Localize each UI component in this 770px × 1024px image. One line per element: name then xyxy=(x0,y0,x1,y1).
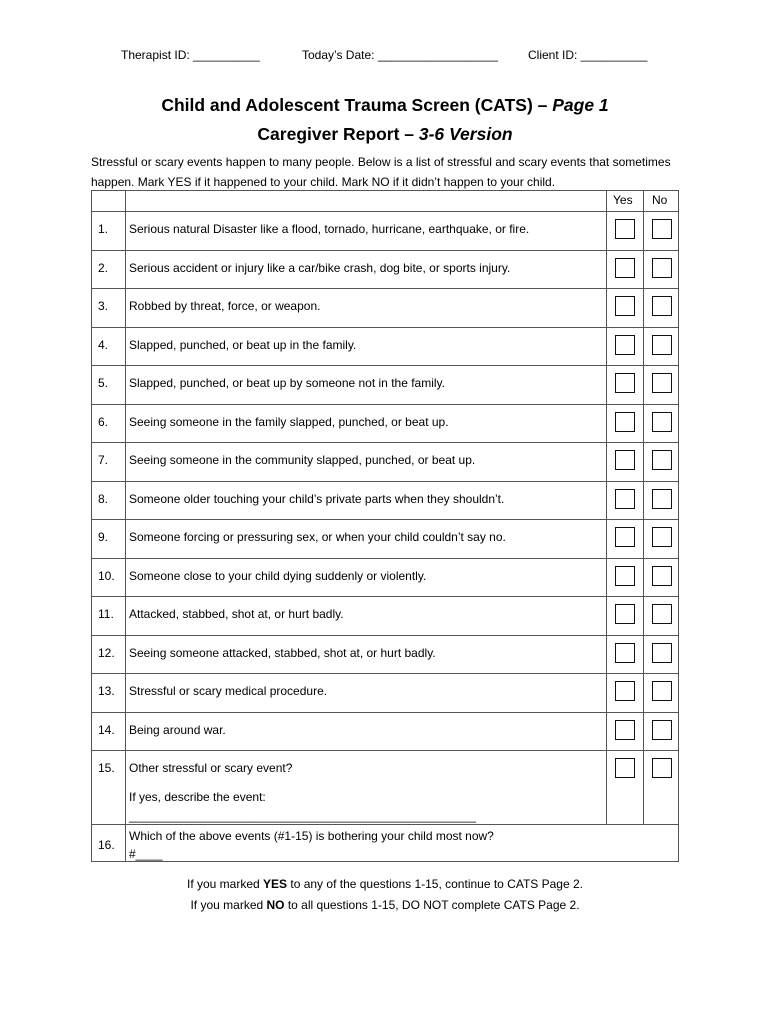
table-row xyxy=(91,481,679,519)
yes-checkbox[interactable] xyxy=(615,489,635,509)
yes-checkbox[interactable] xyxy=(615,681,635,701)
table-row xyxy=(91,442,679,480)
no-checkbox[interactable] xyxy=(652,720,672,740)
yes-checkbox[interactable] xyxy=(615,296,635,316)
item16-question: Which of the above events (#1-15) is bothering your child most now? xyxy=(129,829,494,843)
title-main: Child and Adolescent Trauma Screen (CATS) – xyxy=(161,95,553,115)
item-number: 7. xyxy=(98,453,109,467)
item-text: Stressful or scary medical procedure. xyxy=(129,684,328,698)
item15-describe-line[interactable]: ____________________________________________________ xyxy=(129,809,477,823)
footer-no-post: to all questions 1-15, DO NOT complete CATS Page 2. xyxy=(284,898,580,912)
table-row xyxy=(91,750,679,788)
no-checkbox[interactable] xyxy=(652,643,672,663)
yes-checkbox[interactable] xyxy=(615,527,635,547)
instructions: Stressful or scary events happen to many people. Below is a list of stressful and scary events that sometimes happen. Mark YES if it happened to your child. Mark NO if it didn’t happen to your child. xyxy=(91,155,671,189)
subtitle-version: 3-6 Version xyxy=(418,124,513,144)
item-number: 2. xyxy=(98,261,109,275)
footer-no-pre: If you marked xyxy=(190,898,267,912)
subtitle-main: Caregiver Report – xyxy=(257,124,419,144)
item-text: Seeing someone in the family slapped, punched, or beat up. xyxy=(129,415,449,429)
column-yes-header: Yes xyxy=(613,193,633,207)
therapist-id-field[interactable]: Therapist ID: __________ xyxy=(121,48,260,62)
item-text: Someone forcing or pressuring sex, or when your child couldn’t say no. xyxy=(129,530,506,544)
footer-yes-post: to any of the questions 1-15, continue to CATS Page 2. xyxy=(287,877,583,891)
item-text: Seeing someone in the community slapped, punched, or beat up. xyxy=(129,453,476,467)
yes-checkbox[interactable] xyxy=(615,566,635,586)
item-number: 8. xyxy=(98,492,109,506)
item-text: Serious accident or injury like a car/bike crash, dog bite, or sports injury. xyxy=(129,261,511,275)
yes-checkbox[interactable] xyxy=(615,450,635,470)
yes-checkbox[interactable] xyxy=(615,373,635,393)
footer-no-bold: NO xyxy=(266,898,285,912)
no-checkbox[interactable] xyxy=(652,758,672,778)
yes-checkbox[interactable] xyxy=(615,604,635,624)
client-id-field[interactable]: Client ID: __________ xyxy=(528,48,648,62)
item-number: 14. xyxy=(98,723,115,737)
item-text: Being around war. xyxy=(129,723,226,737)
item-number: 12. xyxy=(98,646,115,660)
title-page: Page 1 xyxy=(552,95,609,115)
no-checkbox[interactable] xyxy=(652,373,672,393)
page-title xyxy=(0,95,770,116)
no-checkbox[interactable] xyxy=(652,335,672,355)
item-number: 13. xyxy=(98,684,115,698)
yes-checkbox[interactable] xyxy=(615,720,635,740)
todays-date-field[interactable]: Today’s Date: __________________ xyxy=(302,48,498,62)
no-checkbox[interactable] xyxy=(652,604,672,624)
yes-checkbox[interactable] xyxy=(615,258,635,278)
item-text: Robbed by threat, force, or weapon. xyxy=(129,299,321,313)
item-number: 1. xyxy=(98,222,109,236)
footer-yes-pre: If you marked xyxy=(186,877,264,891)
item-number: 11. xyxy=(98,607,114,621)
item15-describe-label: If yes, describe the event: xyxy=(129,790,266,804)
item-number: 15. xyxy=(98,761,115,775)
table-row xyxy=(91,673,679,711)
no-checkbox[interactable] xyxy=(652,489,672,509)
table-row xyxy=(91,712,679,750)
footer-yes-bold: YES xyxy=(263,877,288,891)
item-text: Seeing someone attacked, stabbed, shot at, or hurt badly. xyxy=(129,646,436,660)
item-number: 5. xyxy=(98,376,109,390)
table-row xyxy=(91,558,679,596)
yes-checkbox[interactable] xyxy=(615,643,635,663)
page-subtitle xyxy=(0,124,770,145)
table-row xyxy=(91,211,679,249)
no-checkbox[interactable] xyxy=(652,296,672,316)
no-checkbox[interactable] xyxy=(652,566,672,586)
no-checkbox[interactable] xyxy=(652,412,672,432)
item16-number: 16. xyxy=(98,838,115,852)
footer-line-no xyxy=(0,898,770,912)
item-number: 3. xyxy=(98,299,109,313)
item-number: 6. xyxy=(98,415,109,429)
item-text: Attacked, stabbed, shot at, or hurt badly. xyxy=(129,607,344,621)
item-number: 4. xyxy=(98,338,109,352)
yes-checkbox[interactable] xyxy=(615,758,635,778)
item-text: Slapped, punched, or beat up by someone not in the family. xyxy=(129,376,445,390)
table-row xyxy=(91,288,679,326)
item-text: Other stressful or scary event? xyxy=(129,761,293,775)
column-no-header: No xyxy=(652,193,668,207)
row-divider xyxy=(91,824,679,825)
table-row xyxy=(91,404,679,442)
no-checkbox[interactable] xyxy=(652,450,672,470)
item-text: Serious natural Disaster like a flood, tornado, hurricane, earthquake, or fire. xyxy=(129,222,530,236)
table-row xyxy=(91,596,679,634)
table-row xyxy=(91,250,679,288)
item-text: Slapped, punched, or beat up in the family. xyxy=(129,338,357,352)
yes-checkbox[interactable] xyxy=(615,335,635,355)
no-checkbox[interactable] xyxy=(652,219,672,239)
item-text: Someone older touching your child’s private parts when they shouldn’t. xyxy=(129,492,505,506)
no-checkbox[interactable] xyxy=(652,527,672,547)
item-number: 9. xyxy=(98,530,109,544)
table-row xyxy=(91,365,679,403)
item-number: 10. xyxy=(98,569,115,583)
item16-answer[interactable]: #____ xyxy=(129,847,163,861)
footer-line-yes xyxy=(0,877,770,891)
table-row xyxy=(91,519,679,557)
no-checkbox[interactable] xyxy=(652,681,672,701)
yes-checkbox[interactable] xyxy=(615,219,635,239)
no-checkbox[interactable] xyxy=(652,258,672,278)
item-text: Someone close to your child dying suddenly or violently. xyxy=(129,569,427,583)
yes-checkbox[interactable] xyxy=(615,412,635,432)
table-row xyxy=(91,327,679,365)
table-row xyxy=(91,635,679,673)
